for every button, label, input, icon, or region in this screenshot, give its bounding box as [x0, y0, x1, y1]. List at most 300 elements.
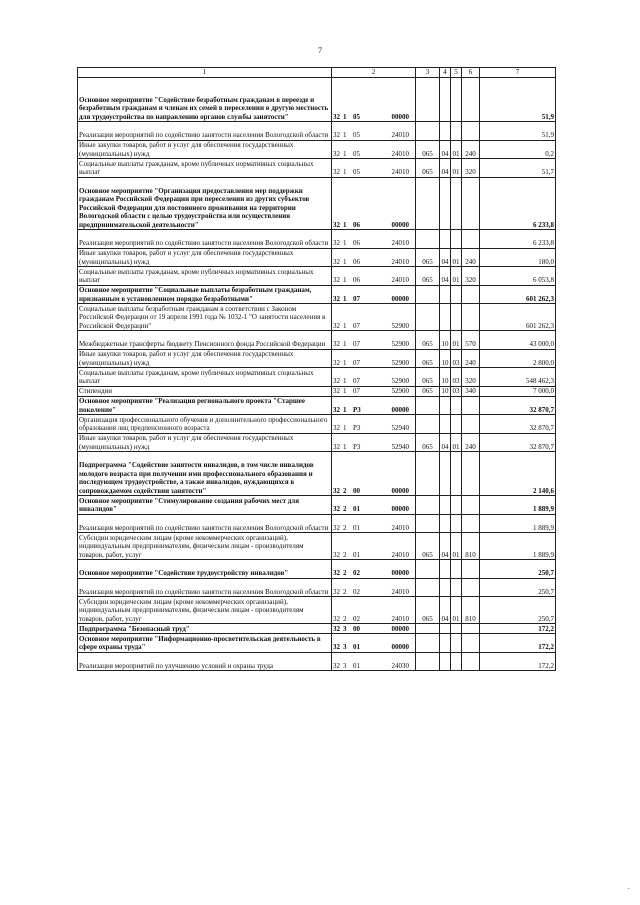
- row-name: Основное мероприятие "Реализация регионального проекта "Старшее поколение": [78, 396, 332, 415]
- code-part: 2: [343, 550, 347, 559]
- code-part: 32: [333, 168, 340, 176]
- row-expense-type: 810: [462, 533, 480, 560]
- row-grbs: [416, 624, 440, 634]
- row-section: 04: [440, 597, 451, 624]
- code-part: 2: [343, 569, 347, 577]
- code-part: 00000: [391, 643, 409, 651]
- code-part: 01: [353, 661, 360, 670]
- row-section: 10: [441, 387, 449, 395]
- row-subsection: [451, 560, 462, 579]
- code-part: P3: [353, 424, 361, 432]
- code-part: 00000: [391, 405, 409, 414]
- row-section: 10: [440, 331, 451, 350]
- row-target-code: [332, 122, 416, 141]
- row-section: [440, 496, 451, 515]
- table-row: [78, 433, 556, 452]
- code-part: 1: [343, 340, 347, 348]
- code-part: 32: [333, 587, 340, 596]
- row-expense-type: [462, 578, 480, 597]
- code-part: 52900: [391, 340, 409, 348]
- row-target-code: [332, 496, 416, 515]
- row-section: [440, 514, 451, 533]
- row-name: Социальные выплаты гражданам, кроме публичных нормативных социальных выплат: [78, 159, 332, 178]
- row-name: Организация профессионального обучения и дополнительного профессионального образования лиц предпенсионного возраста: [78, 415, 332, 434]
- code-part: 1: [343, 257, 347, 266]
- row-name: Реализация мероприятий по содействию занятости населения Вологодской области: [78, 578, 332, 597]
- table-row: [78, 122, 556, 141]
- code-part: 02: [353, 569, 360, 577]
- row-target-code: [332, 433, 416, 452]
- row-section: [440, 652, 451, 671]
- row-target-code: [332, 140, 416, 159]
- row-section: [440, 230, 451, 249]
- row-grbs: 065: [416, 331, 440, 350]
- row-target-code: [332, 230, 416, 249]
- code-part: 00000: [391, 294, 409, 303]
- code-part: 32: [333, 340, 340, 348]
- row-section: [440, 285, 451, 304]
- row-expense-type: [462, 560, 480, 579]
- row-expense-type: [462, 514, 480, 533]
- row-section: 04: [440, 248, 451, 267]
- row-section: 10: [440, 349, 451, 368]
- code-part: 24010: [391, 276, 409, 284]
- row-subsection: 01: [451, 331, 462, 350]
- code-part: 32: [333, 550, 340, 559]
- row-grbs: 065: [416, 159, 440, 178]
- row-amount: 601 262,3: [480, 285, 556, 304]
- code-part: 1: [343, 112, 347, 121]
- row-section: 04: [440, 433, 451, 452]
- code-part: 32: [333, 149, 340, 158]
- code-part: 24030: [391, 661, 409, 670]
- row-target-code: [332, 331, 416, 350]
- table-row: [78, 597, 556, 624]
- code-part: 2: [343, 505, 347, 513]
- code-part: 52900: [391, 321, 409, 330]
- code-part: 32: [333, 239, 340, 247]
- code-part: 24010: [391, 523, 409, 532]
- row-target-code: [332, 159, 416, 178]
- code-part: 1: [343, 358, 347, 367]
- row-grbs: [416, 652, 440, 671]
- code-part: 00000: [391, 569, 409, 577]
- table-row: [78, 230, 556, 249]
- row-amount: 1 889,9: [480, 514, 556, 533]
- row-grbs: 065: [416, 433, 440, 452]
- code-part: 32: [333, 442, 340, 451]
- code-part: 32: [333, 131, 340, 139]
- row-expense-type: 320: [462, 267, 480, 286]
- row-subsection: 01: [451, 159, 462, 178]
- code-part: 2: [343, 486, 347, 495]
- code-part: 24010: [391, 257, 409, 266]
- row-section: [440, 304, 451, 331]
- row-target-code: [332, 514, 416, 533]
- code-part: 06: [353, 257, 360, 266]
- row-expense-type: 810: [462, 597, 480, 624]
- row-subsection: [451, 396, 462, 415]
- code-part: 24010: [391, 131, 409, 139]
- row-target-code: [332, 452, 416, 496]
- row-subsection: [451, 624, 462, 634]
- code-part: 00000: [391, 220, 409, 229]
- row-name: Социальные выплаты безработным гражданам в соответствии с Законом Российской Федерации от 19 апреля 1991 года № 1032-1 "О занятости населения в Российской Федерации": [78, 304, 332, 331]
- row-name: Иные закупки товаров, работ и услуг для обеспечения государственных (муниципальных) нужд: [78, 349, 332, 368]
- row-grbs: [416, 177, 440, 230]
- row-name: Подпрограмма "Безопасный труд": [78, 624, 332, 634]
- column-number-row: [78, 68, 556, 78]
- code-part: 32: [333, 424, 340, 432]
- code-part: 05: [353, 131, 360, 139]
- row-amount: 1 889,9: [480, 533, 556, 560]
- column-number: 4: [440, 68, 451, 78]
- row-subsection: 01: [451, 140, 462, 159]
- code-part: 06: [353, 239, 360, 247]
- row-expense-type: [462, 230, 480, 249]
- table-row: [78, 177, 556, 230]
- row-name: Субсидии юридическим лицам (кроме некоммерческих организаций), индивидуальным предпринимателям, физическим лицам - производителям товаров, работ, услуг: [78, 533, 332, 560]
- code-part: 2: [343, 523, 347, 532]
- row-expense-type: [462, 177, 480, 230]
- row-target-code: [332, 267, 416, 286]
- row-target-code: [332, 578, 416, 597]
- code-part: 24010: [391, 239, 409, 247]
- column-number: 1: [78, 68, 332, 78]
- row-subsection: 03: [451, 368, 462, 387]
- row-expense-type: 320: [462, 159, 480, 178]
- code-part: 1: [343, 239, 347, 247]
- code-part: P3: [353, 442, 361, 451]
- row-name: Основное мероприятие "Организация предоставления мер поддержки гражданам Российской Федерации при переселении из других субъектов Российской Федерации для постоянного проживания на территории Вологодской области с целью трудоустройства или осуществления предпринимательской деятельности": [78, 177, 332, 230]
- table-row: [78, 331, 556, 350]
- row-grbs: [416, 452, 440, 496]
- row-target-code: [332, 78, 416, 122]
- row-target-code: [332, 177, 416, 230]
- row-name: Основное мероприятие "Социальные выплаты безработным гражданам, признанным в установленном порядке безработными": [78, 285, 332, 304]
- table-row: [78, 634, 556, 653]
- code-part: 07: [353, 358, 360, 367]
- table-row: [78, 349, 556, 368]
- code-part: 32: [333, 486, 340, 495]
- row-amount: 6 233,8: [480, 177, 556, 230]
- row-grbs: 065: [416, 533, 440, 560]
- code-part: 00000: [391, 505, 409, 513]
- code-part: 1: [343, 168, 347, 176]
- table-row: [78, 368, 556, 387]
- code-part: 24010: [391, 550, 409, 559]
- row-section: 10: [440, 368, 451, 387]
- row-amount: 2 140,6: [480, 452, 556, 496]
- code-part: 24010: [391, 149, 409, 158]
- row-section: [440, 396, 451, 415]
- row-subsection: [451, 514, 462, 533]
- code-part: 3: [343, 624, 347, 633]
- code-part: 52940: [391, 442, 409, 451]
- row-amount: 172,2: [480, 624, 556, 634]
- row-amount: 6 053,8: [480, 267, 556, 286]
- row-grbs: [416, 634, 440, 653]
- table-row: [78, 248, 556, 267]
- code-part: 05: [353, 112, 360, 121]
- row-target-code: [332, 652, 416, 671]
- row-subsection: 01: [451, 248, 462, 267]
- row-subsection: 01: [451, 433, 462, 452]
- row-expense-type: 240: [462, 349, 480, 368]
- code-part: 32: [333, 358, 340, 367]
- row-subsection: [451, 78, 462, 122]
- row-target-code: [332, 248, 416, 267]
- row-amount: 601 262,3: [480, 304, 556, 331]
- row-section: [440, 177, 451, 230]
- code-part: 3: [343, 643, 347, 651]
- code-part: 01: [353, 523, 360, 532]
- table-row: [78, 624, 556, 634]
- code-part: 32: [333, 294, 340, 303]
- row-expense-type: 240: [462, 248, 480, 267]
- row-name: Основное мероприятие "Стимулирование создания рабочих мест для инвалидов": [78, 496, 332, 515]
- column-number: 3: [416, 68, 440, 78]
- row-subsection: [451, 285, 462, 304]
- code-part: 00: [353, 486, 360, 495]
- code-part: 2: [343, 614, 347, 623]
- row-name: Реализация мероприятий по содействию занятости населения Вологодской области: [78, 122, 332, 141]
- row-target-code: [332, 396, 416, 415]
- row-grbs: [416, 415, 440, 434]
- row-grbs: [416, 396, 440, 415]
- row-name: Основное мероприятие "Содействие трудоустройству инвалидов": [78, 560, 332, 579]
- row-target-code: [332, 285, 416, 304]
- code-part: 2: [343, 587, 347, 596]
- row-target-code: [332, 386, 416, 396]
- code-part: 52940: [391, 424, 409, 432]
- row-amount: 2 800,0: [480, 349, 556, 368]
- row-target-code: [332, 349, 416, 368]
- table-row: [78, 514, 556, 533]
- code-part: 05: [353, 149, 360, 158]
- row-expense-type: 240: [462, 433, 480, 452]
- code-part: 1: [343, 276, 347, 284]
- row-grbs: 065: [416, 368, 440, 387]
- code-part: 32: [333, 614, 340, 623]
- row-amount: 51,9: [480, 122, 556, 141]
- budget-table: [77, 67, 556, 671]
- code-part: 00000: [391, 112, 409, 121]
- row-subsection: 01: [451, 533, 462, 560]
- code-part: 32: [333, 387, 340, 395]
- row-grbs: 065: [416, 597, 440, 624]
- row-section: [440, 415, 451, 434]
- code-part: 07: [353, 387, 360, 395]
- row-grbs: [416, 496, 440, 515]
- row-expense-type: 240: [462, 140, 480, 159]
- row-amount: 180,0: [480, 248, 556, 267]
- code-part: 02: [353, 614, 360, 623]
- column-number: 7: [480, 68, 556, 78]
- row-subsection: [451, 122, 462, 141]
- code-part: 1: [343, 149, 347, 158]
- row-name: Стипендии: [78, 386, 332, 396]
- column-number: 2: [332, 68, 416, 78]
- code-part: 01: [353, 643, 360, 651]
- row-grbs: [416, 304, 440, 331]
- row-grbs: 065: [416, 386, 440, 396]
- table-row: [78, 652, 556, 671]
- row-target-code: [332, 415, 416, 434]
- row-grbs: [416, 578, 440, 597]
- code-part: 1: [343, 387, 347, 395]
- row-section: [440, 560, 451, 579]
- row-section: [440, 578, 451, 597]
- edge-mark: ·: [627, 885, 630, 893]
- code-part: 52900: [391, 358, 409, 367]
- row-name: Основное мероприятие "Информационно-просветительская деятельность в сфере охраны труда": [78, 634, 332, 653]
- table-row: [78, 78, 556, 122]
- code-part: 01: [353, 505, 360, 513]
- row-subsection: 03: [451, 349, 462, 368]
- row-name: Межбюджетные трансферты бюджету Пенсионного фонда Российской Федерации: [78, 331, 332, 350]
- row-grbs: [416, 78, 440, 122]
- table-row: [78, 285, 556, 304]
- row-grbs: 065: [416, 248, 440, 267]
- row-amount: 250,7: [480, 597, 556, 624]
- row-name: Реализация мероприятий по содействию занятости населения Вологодской области: [78, 514, 332, 533]
- code-part: 07: [353, 377, 360, 385]
- code-part: 1: [343, 405, 347, 414]
- column-number: 5: [451, 68, 462, 78]
- code-part: 05: [353, 168, 360, 176]
- code-part: 00: [353, 624, 360, 633]
- row-amount: 0,2: [480, 140, 556, 159]
- row-grbs: [416, 560, 440, 579]
- code-part: 32: [333, 112, 340, 121]
- row-subsection: [451, 652, 462, 671]
- row-expense-type: 320: [462, 368, 480, 387]
- row-amount: 250,7: [480, 578, 556, 597]
- code-part: 1: [343, 377, 347, 385]
- row-subsection: 03: [452, 387, 460, 395]
- table-row: [78, 159, 556, 178]
- code-part: 32: [333, 257, 340, 266]
- row-expense-type: [462, 652, 480, 671]
- code-part: 32: [333, 523, 340, 532]
- code-part: 32: [333, 405, 340, 414]
- code-part: 24010: [391, 168, 409, 176]
- code-part: 07: [353, 340, 360, 348]
- column-number: 6: [462, 68, 480, 78]
- row-name: Социальные выплаты гражданам, кроме публичных нормативных социальных выплат: [78, 368, 332, 387]
- row-subsection: [451, 230, 462, 249]
- table-row: [78, 578, 556, 597]
- row-amount: 172,2: [480, 652, 556, 671]
- row-amount: 172,2: [480, 634, 556, 653]
- row-target-code: [332, 368, 416, 387]
- row-name: Субсидии юридическим лицам (кроме некоммерческих организаций), индивидуальным предпринимателям, физическим лицам - производителям товаров, работ, услуг: [78, 597, 332, 624]
- code-part: 07: [353, 321, 360, 330]
- row-subsection: [451, 177, 462, 230]
- row-section: [440, 78, 451, 122]
- row-target-code: [332, 624, 416, 634]
- code-part: 32: [333, 569, 340, 577]
- row-section: [440, 624, 451, 634]
- row-target-code: [332, 304, 416, 331]
- row-grbs: [416, 230, 440, 249]
- code-part: P3: [353, 405, 361, 414]
- code-part: 52900: [391, 387, 409, 395]
- row-amount: 51,9: [480, 78, 556, 122]
- code-part: 1: [343, 424, 347, 432]
- code-part: 24010: [391, 587, 409, 596]
- row-expense-type: [462, 122, 480, 141]
- code-part: 1: [343, 321, 347, 330]
- row-expense-type: [462, 396, 480, 415]
- table-row: [78, 140, 556, 159]
- row-name: Иные закупки товаров, работ и услуг для обеспечения государственных (муниципальных) нужд: [78, 140, 332, 159]
- code-part: 01: [353, 550, 360, 559]
- row-grbs: [416, 285, 440, 304]
- row-name: Подпрограмма "Содействие занятости инвалидов, в том числе инвалидов молодого возраста при получении ими профессионального образования и последующем трудоустройстве, а также инвалидов, нуждающихся в сопровождаемом содействии занятости": [78, 452, 332, 496]
- row-expense-type: [462, 285, 480, 304]
- table-row: [78, 304, 556, 331]
- table-row: [78, 560, 556, 579]
- row-amount: 32 870,7: [480, 433, 556, 452]
- row-section: 04: [440, 267, 451, 286]
- row-grbs: 065: [416, 349, 440, 368]
- table-row: [78, 396, 556, 415]
- row-amount: 7 000,0: [480, 386, 556, 396]
- code-part: 32: [333, 276, 340, 284]
- row-expense-type: [462, 415, 480, 434]
- row-subsection: 01: [451, 597, 462, 624]
- code-part: 00000: [391, 486, 409, 495]
- row-expense-type: [462, 304, 480, 331]
- table-row: [78, 386, 556, 396]
- row-subsection: [451, 304, 462, 331]
- row-section: 04: [440, 140, 451, 159]
- row-amount: 548 462,3: [480, 368, 556, 387]
- row-amount: 1 889,9: [480, 496, 556, 515]
- row-section: [440, 122, 451, 141]
- code-part: 07: [353, 294, 360, 303]
- code-part: 3: [343, 661, 347, 670]
- row-section: [440, 452, 451, 496]
- row-name: Основное мероприятие "Содействие безработным гражданам в переезде и безработным гражданам и членам их семей в переселении в другую местность для трудоустройства по направлению органов службы занятости": [78, 78, 332, 122]
- row-amount: 32 870,7: [480, 415, 556, 434]
- table-row: [78, 415, 556, 434]
- code-part: 24010: [391, 614, 409, 623]
- row-expense-type: [462, 634, 480, 653]
- code-part: 06: [353, 276, 360, 284]
- row-grbs: [416, 514, 440, 533]
- row-amount: 250,7: [480, 560, 556, 579]
- row-target-code: [332, 533, 416, 560]
- code-part: 32: [333, 220, 340, 229]
- row-section: 04: [440, 159, 451, 178]
- table-row: [78, 452, 556, 496]
- code-part: 32: [333, 505, 340, 513]
- row-grbs: [416, 122, 440, 141]
- row-amount: 43 000,0: [480, 331, 556, 350]
- row-name: Иные закупки товаров, работ и услуг для обеспечения государственных (муниципальных) нужд: [78, 433, 332, 452]
- row-section: 04: [440, 533, 451, 560]
- code-part: 32: [333, 624, 340, 633]
- row-amount: 51,7: [480, 159, 556, 178]
- code-part: 06: [353, 220, 360, 229]
- row-name: Реализация мероприятий по улучшению условий и охраны труда: [78, 652, 332, 671]
- row-subsection: [451, 578, 462, 597]
- row-amount: 32 870,7: [480, 396, 556, 415]
- code-part: 1: [343, 294, 347, 303]
